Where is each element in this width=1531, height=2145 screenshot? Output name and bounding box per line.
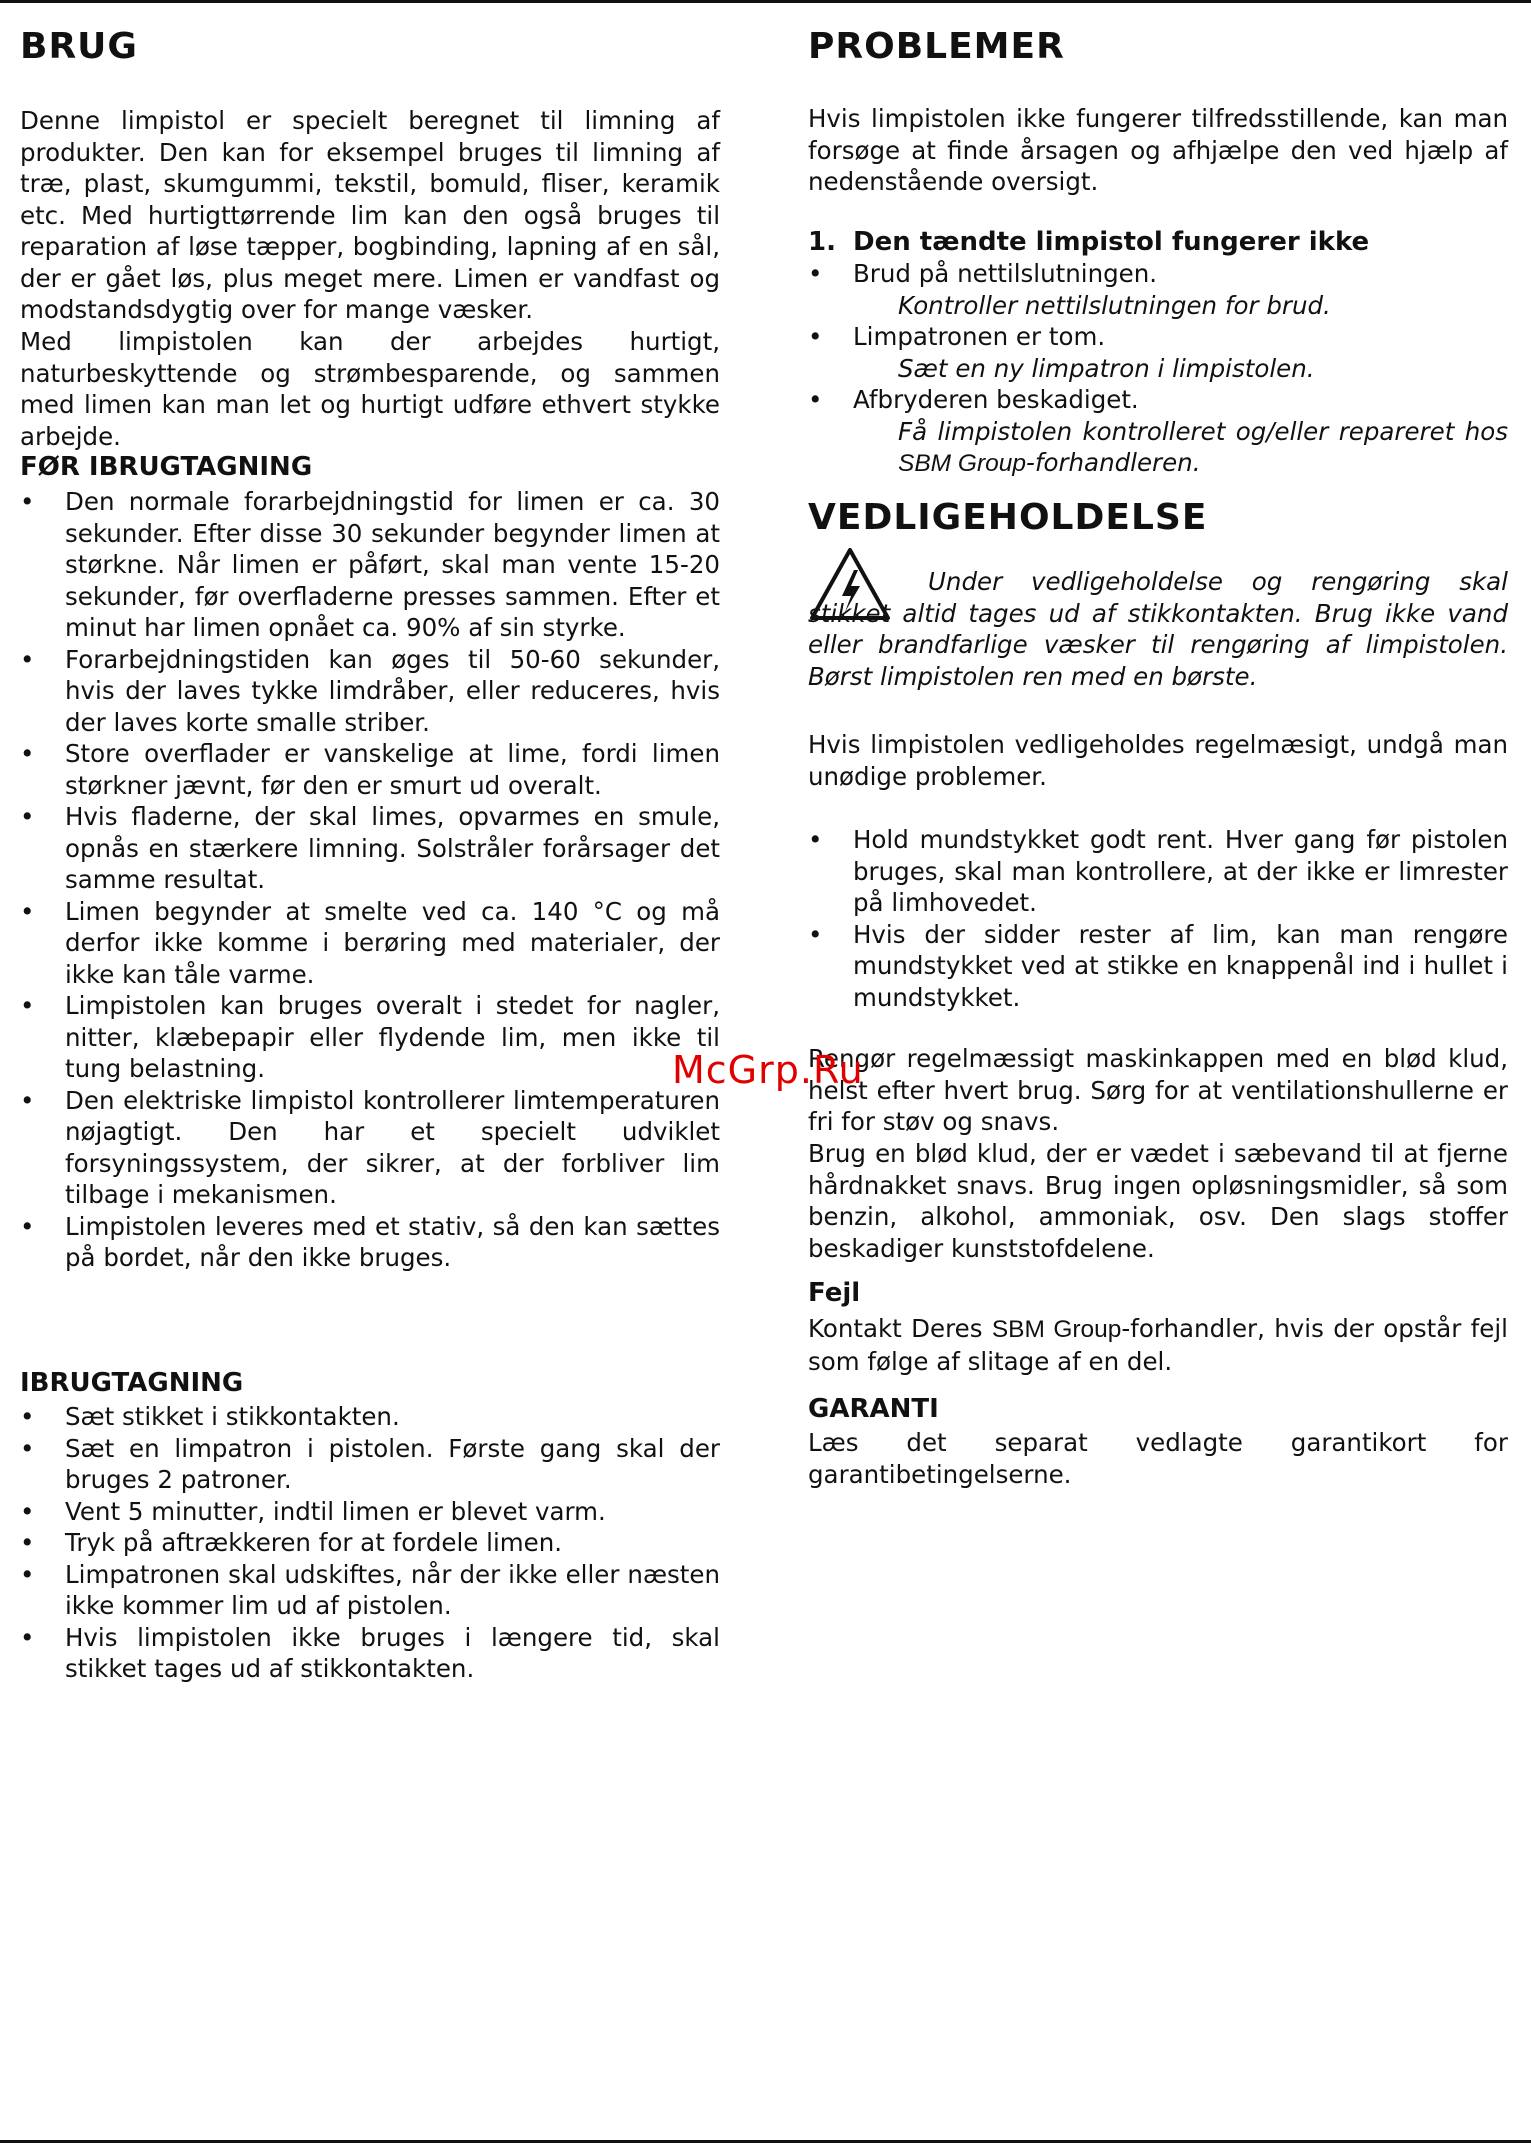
maintenance-list — [808, 824, 1508, 1013]
list-item: • Store overflader er vanskelige at lime, fordi limen størkner jævnt, før den er smurt ud overalt. — [20, 739, 720, 800]
watermark: McGrp.Ru — [672, 1048, 864, 1092]
problem-heading — [808, 227, 1369, 257]
section-title-vedligeholdelse: VEDLIGEHOLDELSE — [808, 497, 1208, 538]
section-title-ibrugtagning: IBRUGTAGNING — [20, 1368, 244, 1398]
list-item: • Tryk på aftrækkeren for at fordele limen. — [20, 1528, 563, 1557]
maintenance-paragraph-3: Brug en blød klud, der er vædet i sæbevand til at fjerne hårdnakket snavs. Brug ingen opløsningsmidler, så som benzin, alkohol, ammoniak, osv. Den slags stoffer beskadiger kunststofdelene. — [808, 1139, 1508, 1263]
section-title-garanti: GARANTI — [808, 1394, 939, 1424]
section-title-brug: BRUG — [20, 26, 138, 67]
remedy-text: Sæt en ny limpatron i limpistolen. — [898, 353, 1315, 383]
problem-number: 1. — [808, 227, 836, 257]
list-item: • Hvis limpistolen ikke bruges i længere tid, skal stikket tages ud af stikkontakten. — [20, 1622, 720, 1683]
maintenance-paragraph-1: Hvis limpistolen vedligeholdes regelmæsigt, undgå man unødige problemer. — [808, 730, 1508, 791]
list-item: • Vent 5 minutter, indtil limen er blevet varm. — [20, 1496, 606, 1526]
list-item: • Limpatronen er tom. Sæt en ny limpatron i limpistolen. — [808, 321, 1508, 384]
list-item: • Sæt en limpatron i pistolen. Første gang skal der bruges 2 patroner. — [20, 1433, 720, 1494]
maintenance-warning: Under vedligeholdelse og rengøring skal stikket altid tages ud af stikkontakten. Brug ikke vand eller brandfarlige væsker til rengøring af limpistolen. Børst limpistolen ren med en børste. — [808, 567, 1508, 691]
problem-heading-text: Den tændte limpistol fungerer ikke — [853, 227, 1370, 257]
remedy-text: Få limpistolen kontrolleret og/eller repareret hos SBM Group-forhandleren. — [898, 416, 1508, 477]
bottom-rule — [0, 2140, 1531, 2143]
list-item: • Sæt stikket i stikkontakten. — [20, 1402, 400, 1431]
brug-paragraph-2: Med limpistolen kan der arbejdes hurtigt, naturbeskyttende og strømbesparende, og sammen med limen kan man let og hurtigt udføre ethvert stykke arbejde. — [20, 327, 720, 451]
list-item: • Den elektriske limpistol kontrollerer limtemperaturen nøjagtigt. Den har et specielt udviklet forsyningssystem, der sikrer, at der forbliver lim tilbage i mekanismen. — [20, 1085, 720, 1209]
list-item: • Brud på nettilslutningen. Kontroller nettilslutningen for brud. — [808, 258, 1508, 321]
section-title-fejl: Fejl — [808, 1278, 861, 1308]
list-item: • Hold mundstykket godt rent. Hver gang før pistolen bruges, skal man kontrollere, at der ikke er limrester på limhovedet. — [808, 825, 1508, 917]
list-item: • Limpatronen skal udskiftes, når der ikke eller næsten ikke kommer lim ud af pistolen. — [20, 1559, 720, 1620]
section-title-foer-ibrugtagning: FØR IBRUGTAGNING — [20, 452, 313, 482]
list-item: • Limen begynder at smelte ved ca. 140 °C og må derfor ikke komme i berøring med materialer, der ikke kan tåle varme. — [20, 896, 720, 989]
brug-paragraph-1: Denne limpistol er specielt beregnet til limning af produkter. Den kan for eksempel bruges til limning af træ, plast, skumgummi, tekstil, bomuld, fliser, keramik etc. Med hurtigttørrende lim kan den også bruges til reparation af løse tæpper, bogbinding, lapning af en sål, der er gået løs, plus meget mere. Limen er vandfast og modstandsdygtig over for mange væsker. — [20, 106, 720, 324]
list-item: • Limpistolen kan bruges overalt i stedet for nagler, nitter, klæbepapir eller flydende lim, men ikke til tung belastning. — [20, 991, 720, 1083]
top-rule — [0, 0, 1531, 3]
foer-ibrugtagning-list — [20, 486, 720, 1274]
remedy-text: Kontroller nettilslutningen for brud. — [898, 290, 1331, 320]
list-item: • Forarbejdningstiden kan øges til 50-60 sekunder, hvis der laves tykke limdråber, eller reduceres, hvis der laves korte smalle striber. — [20, 644, 720, 737]
fejl-text: Kontakt Deres SBM Group-forhandler, hvis der opstår fejl som følge af slitage af en del. — [808, 1314, 1508, 1376]
list-item: • Den normale forarbejdningstid for limen er ca. 30 sekunder. Efter disse 30 sekunder begynder limen at størkne. Når limen er påført, skal man vente 15-20 sekunder, før overfladerne presses sammen. Efter et minut har limen opnået ca. 90% af sin styrke. — [20, 487, 720, 642]
garanti-text: Læs det separat vedlagte garantikort for garantibetingelserne. — [808, 1428, 1508, 1489]
problemer-intro: Hvis limpistolen ikke fungerer tilfredsstillende, kan man forsøge at finde årsagen og afhjælpe den ved hjælp af nedenstående oversigt. — [808, 104, 1508, 196]
list-item: • Hvis der sidder rester af lim, kan man rengøre mundstykket ved at stikke en knappenål ind i hullet i mundstykket. — [808, 919, 1508, 1012]
list-item: • Limpistolen leveres med et stativ, så den kan sættes på bordet, når den ikke bruges. — [20, 1211, 720, 1272]
maintenance-paragraph-2: Rengør regelmæssigt maskinkappen med en blød klud, helst efter hvert brug. Sørg for at ventilationshullerne er fri for støv og snavs. — [808, 1044, 1508, 1136]
list-item: • Afbryderen beskadiget. Få limpistolen kontrolleret og/eller repareret hos SBM Group-forhandleren. — [808, 384, 1508, 480]
section-title-problemer: PROBLEMER — [808, 26, 1065, 67]
problem-list — [808, 258, 1508, 480]
ibrugtagning-list — [20, 1401, 720, 1685]
list-item: • Hvis fladerne, der skal limes, opvarmes en smule, opnås en stærkere limning. Solstråler forårsager det samme resultat. — [20, 802, 720, 894]
